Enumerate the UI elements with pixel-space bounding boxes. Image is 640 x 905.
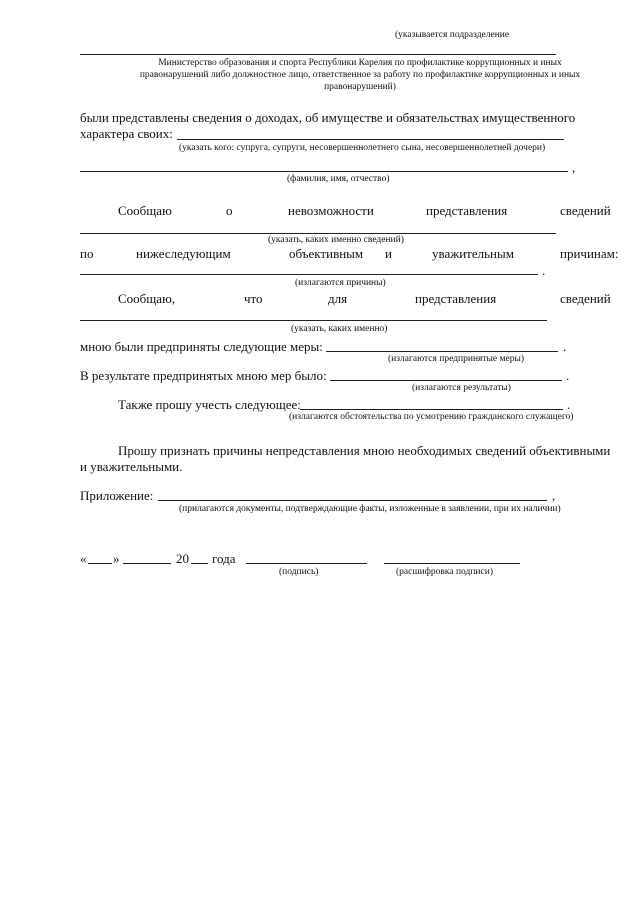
also-hint: (излагаются обстоятельства по усмотрению гражданского служащего) — [289, 412, 574, 422]
ministry-line-1: Министерство образования и спорта Республики Карелия по профилактике коррупционных и иных — [158, 58, 562, 68]
p3-w1: по — [80, 246, 94, 261]
signature-decode-line — [384, 563, 520, 564]
p2-w5: сведений — [560, 203, 611, 218]
result-hint: (излагаются результаты) — [412, 383, 511, 393]
fio-line — [80, 171, 568, 172]
day-line — [88, 563, 112, 564]
measures-hint: (излагаются предпринятые меры) — [388, 354, 525, 364]
attachment-comma: , — [552, 488, 556, 503]
reasons-dot: . — [542, 263, 546, 278]
request-line-2: и уважительными. — [80, 459, 183, 474]
reasons-line — [80, 274, 538, 275]
month-line — [123, 563, 171, 564]
which-hint: (указать, каких именно) — [291, 324, 388, 334]
fio-comma: , — [572, 160, 576, 175]
p2-w3: невозможности — [288, 203, 374, 218]
p4-w4: представления — [415, 291, 497, 306]
subdivision-hint: (указывается подразделение — [395, 30, 510, 40]
measures-label: мною были предприняты следующие меры: — [80, 339, 323, 354]
quote-open: « — [80, 551, 87, 566]
also-dot: . — [567, 397, 571, 412]
measures-dot: . — [563, 339, 567, 354]
also-line — [300, 409, 563, 410]
ministry-line-2: правонарушений либо должностное лицо, ответственное за работу по профилактике коррупционных и иных — [139, 70, 581, 80]
p2-w4: представления — [426, 203, 508, 218]
p3-w6: причинам: — [560, 246, 619, 261]
p4-w3: для — [328, 291, 348, 306]
p3-w4: и — [385, 246, 392, 261]
p1-line1-text: были представлены сведения о доходах, об имуществе и обязательствах имущественного — [80, 110, 576, 125]
p3-w5: уважительным — [432, 246, 514, 261]
year-line — [191, 563, 208, 564]
p3-w3: объективным — [289, 246, 364, 261]
p3-w2: нижеследующим — [136, 246, 231, 261]
p1-line2-label: характера своих: — [80, 126, 173, 141]
p1-line1 — [80, 110, 611, 126]
attachment-line — [158, 500, 547, 501]
p2-w2: о — [226, 203, 233, 218]
reasons-hint: (излагаются причины) — [295, 278, 386, 288]
p4-w2: что — [244, 291, 263, 306]
request-line-1: Прошу признать причины непредставления мною необходимых сведений объективными — [118, 443, 611, 458]
whom-hint: (указать кого: супруга, супруги, несовершеннолетнего сына, несовершеннолетней дочери) — [179, 143, 546, 153]
signature-line — [246, 563, 367, 564]
p4-w5: сведений — [560, 291, 611, 306]
p4-w1: Сообщаю, — [118, 291, 176, 306]
ministry-line-3: правонарушений) — [324, 82, 396, 92]
result-dot: . — [566, 368, 570, 383]
which-info-hint: (указать, каких именно сведений) — [268, 235, 404, 245]
signature-hint: (подпись) — [279, 567, 319, 577]
result-line — [330, 380, 562, 381]
year-suffix: года — [212, 551, 236, 566]
fio-hint: (фамилия, имя, отчество) — [287, 174, 390, 184]
p2-w1: Сообщаю — [118, 203, 172, 218]
measures-line — [326, 351, 558, 352]
result-label: В результате предпринятых мною мер было: — [80, 368, 327, 383]
attachment-hint: (прилагаются документы, подтверждающие факты, изложенные в заявлении, при их наличии) — [179, 504, 561, 514]
attachment-label: Приложение: — [80, 488, 154, 503]
signature-decode-hint: (расшифровка подписи) — [396, 567, 493, 577]
which-line — [80, 320, 547, 321]
year-prefix: 20 — [176, 551, 189, 566]
which-info-line — [80, 233, 556, 234]
whom-line — [177, 139, 564, 140]
quote-close: » — [113, 551, 120, 566]
also-label: Также прошу учесть следующее: — [118, 397, 301, 412]
subdivision-line — [80, 54, 556, 55]
